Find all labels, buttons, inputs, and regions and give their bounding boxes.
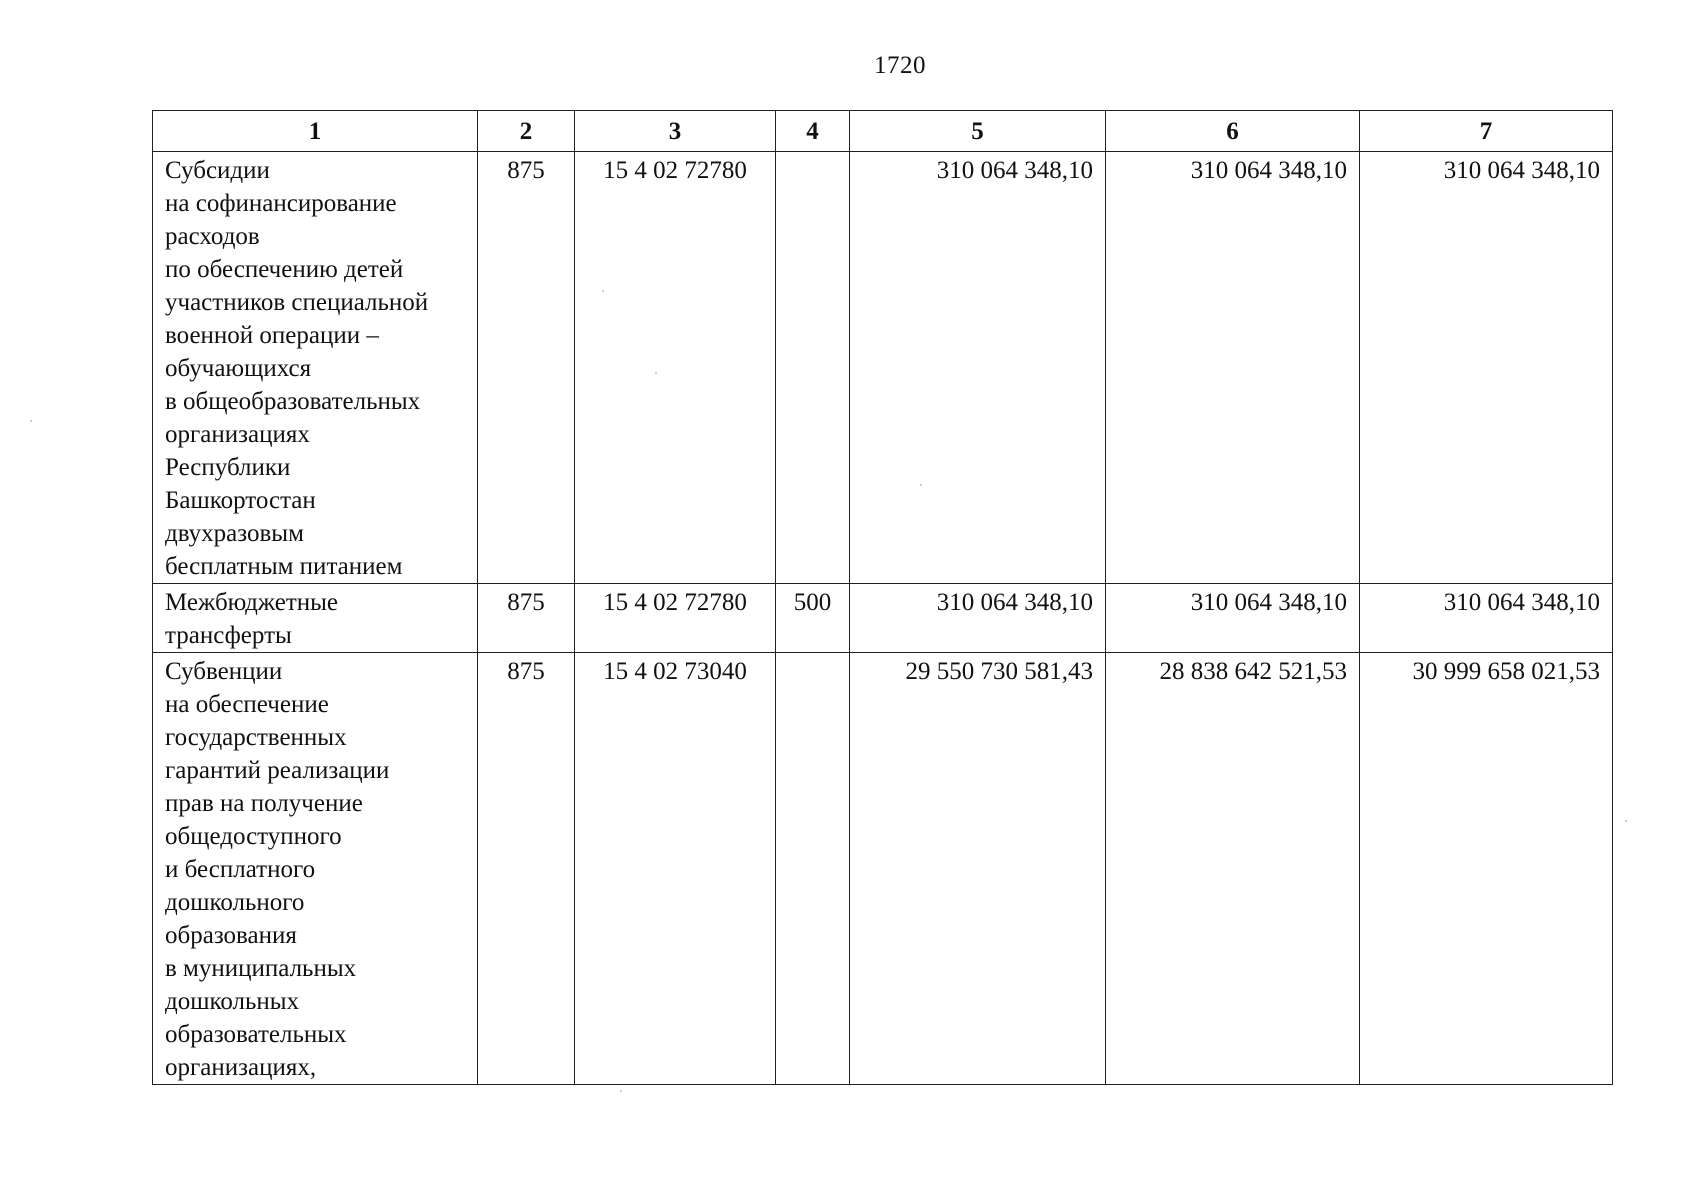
csr-cell: 15 4 02 72780 bbox=[575, 152, 776, 584]
name-line: участников специальной bbox=[165, 289, 429, 316]
name-line: Субсидии bbox=[165, 157, 270, 184]
name-line: Республики bbox=[165, 454, 291, 481]
name-line: по обеспечению детей bbox=[165, 256, 404, 283]
name-line: государственных bbox=[165, 724, 347, 751]
sum-cell-col5: 310 064 348,10 bbox=[850, 584, 1106, 653]
header-col-2: 2 bbox=[478, 111, 575, 152]
name-line: и бесплатного bbox=[165, 856, 316, 883]
header-col-3: 3 bbox=[575, 111, 776, 152]
ved-cell: 875 bbox=[478, 584, 575, 653]
name-line: Субвенции bbox=[165, 658, 283, 685]
sum-cell-col5: 29 550 730 581,43 bbox=[850, 653, 1106, 1085]
name-line: организациях bbox=[165, 421, 310, 448]
name-line: организациях, bbox=[165, 1054, 317, 1081]
name-line: трансферты bbox=[165, 622, 292, 649]
scan-speck bbox=[602, 290, 604, 292]
scan-speck bbox=[655, 372, 657, 374]
csr-cell: 15 4 02 72780 bbox=[575, 584, 776, 653]
name-line: образования bbox=[165, 922, 297, 949]
name-line: гарантий реализации bbox=[165, 757, 390, 784]
name-line: Межбюджетные bbox=[165, 589, 339, 616]
csr-cell: 15 4 02 73040 bbox=[575, 653, 776, 1085]
sum-cell-col7: 30 999 658 021,53 bbox=[1360, 653, 1613, 1085]
row-name-cell bbox=[153, 653, 478, 1085]
ved-cell: 875 bbox=[478, 653, 575, 1085]
name-line: общедоступного bbox=[165, 823, 342, 850]
name-line: на софинансирование bbox=[165, 190, 397, 217]
header-row bbox=[153, 111, 1613, 152]
scan-speck bbox=[920, 484, 922, 486]
sum-cell-col7: 310 064 348,10 bbox=[1360, 584, 1613, 653]
header-col-1: 1 bbox=[153, 111, 478, 152]
name-line: расходов bbox=[165, 223, 260, 250]
name-line: образовательных bbox=[165, 1021, 347, 1048]
sum-cell-col6: 310 064 348,10 bbox=[1106, 584, 1360, 653]
sum-cell-col7: 310 064 348,10 bbox=[1360, 152, 1613, 584]
name-line: прав на получение bbox=[165, 790, 363, 817]
sum-cell-col5: 310 064 348,10 bbox=[850, 152, 1106, 584]
scan-speck bbox=[1625, 820, 1627, 822]
vr-cell bbox=[776, 152, 850, 584]
header-col-6: 6 bbox=[1106, 111, 1360, 152]
scan-speck bbox=[620, 1090, 622, 1092]
name-line: в общеобразовательных bbox=[165, 388, 421, 415]
sum-cell-col6: 28 838 642 521,53 bbox=[1106, 653, 1360, 1085]
name-line: Башкортостан bbox=[165, 487, 316, 514]
header-col-5: 5 bbox=[850, 111, 1106, 152]
name-line: обучающихся bbox=[165, 355, 312, 382]
name-line: в муниципальных bbox=[165, 955, 357, 982]
page-number: 1720 bbox=[874, 52, 926, 79]
table-row bbox=[153, 653, 1613, 1085]
name-line: бесплатным питанием bbox=[165, 553, 403, 580]
name-line: двухразовым bbox=[165, 520, 304, 547]
table-row bbox=[153, 152, 1613, 584]
vr-cell: 500 bbox=[776, 584, 850, 653]
row-name-cell bbox=[153, 584, 478, 653]
name-line: на обеспечение bbox=[165, 691, 329, 718]
budget-table bbox=[152, 110, 1613, 1085]
ved-cell: 875 bbox=[478, 152, 575, 584]
scan-speck bbox=[30, 420, 32, 422]
name-line: дошкольных bbox=[165, 988, 300, 1015]
header-col-4: 4 bbox=[776, 111, 850, 152]
sum-cell-col6: 310 064 348,10 bbox=[1106, 152, 1360, 584]
name-line: военной операции – bbox=[165, 322, 379, 349]
table-row bbox=[153, 584, 1613, 653]
row-name-cell bbox=[153, 152, 478, 584]
header-col-7: 7 bbox=[1360, 111, 1613, 152]
vr-cell bbox=[776, 653, 850, 1085]
name-line: дошкольного bbox=[165, 889, 305, 916]
